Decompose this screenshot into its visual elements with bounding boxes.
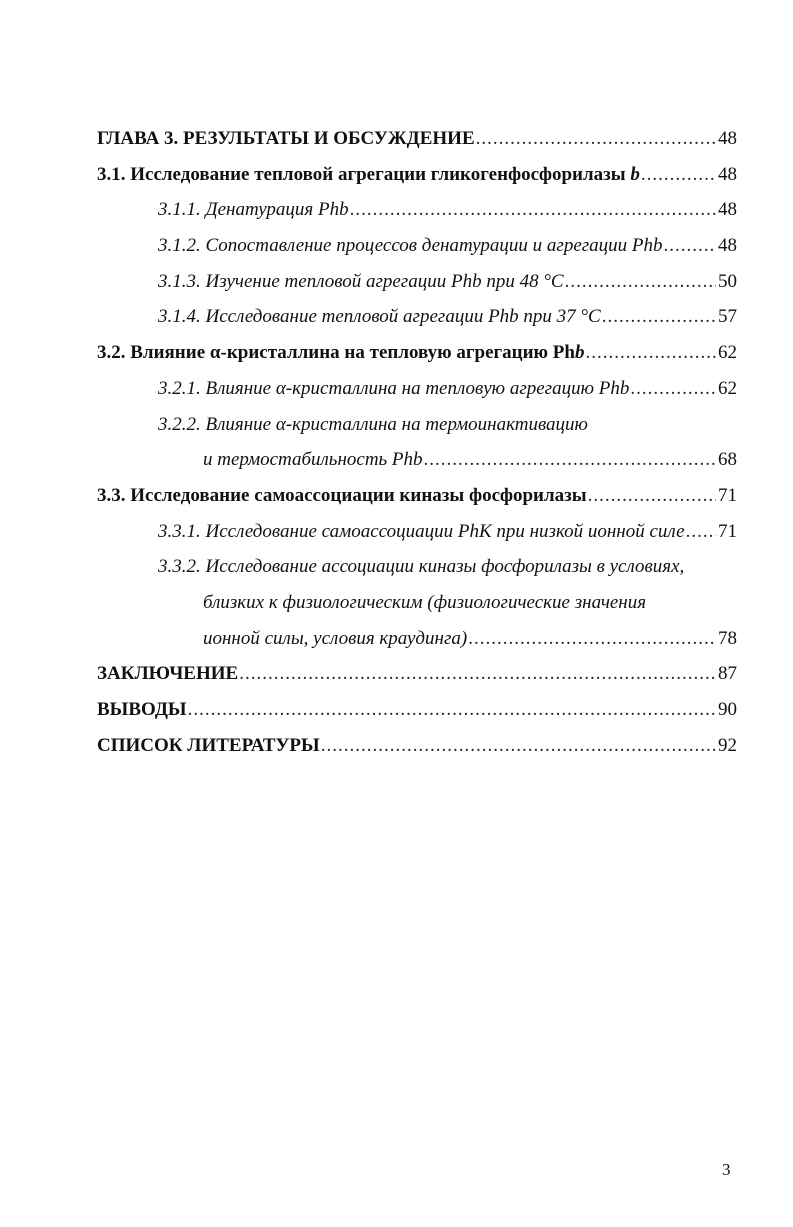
toc-entry-label: 3.1.3. Изучение тепловой агрегации Phb при 48 °C [158,270,564,292]
leader-dots [424,442,716,478]
toc-entry-label: ВЫВОДЫ [97,699,187,720]
toc-page-number: 68 [718,449,737,471]
toc-page-number: 78 [718,627,737,649]
toc-entry-3-1-3[interactable] [97,264,737,300]
leader-dots [565,264,716,300]
leader-dots [239,656,716,692]
leader-dots [641,157,716,193]
toc-entry-label: 3.1.2. Сопоставление процессов денатурации и агрегации Phb [158,235,663,257]
toc-entry-3-2[interactable] [97,335,737,371]
toc-entry-chapter-3[interactable] [97,121,737,157]
toc-entry-conclusion[interactable] [97,656,737,692]
toc-page-number: 71 [718,484,737,506]
toc-page-number: 92 [718,734,737,756]
toc-entry-label: 3.3.2. Исследование ассоциации киназы фосфорилазы в условиях, [158,556,685,578]
toc-entry-label: 3.1. Исследование тепловой агрегации гликогенфосфорилазы b [97,163,640,185]
toc-entry-label: близких к физиологическим (физиологические значения [203,591,647,613]
toc-entry-3-3-2-line3[interactable] [97,621,737,657]
toc-entry-3-2-2-line1[interactable] [97,407,737,443]
toc-page-number: 48 [718,128,737,149]
toc-page-number: 50 [718,270,737,292]
toc-entry-3-1[interactable] [97,157,737,193]
toc-entry-3-3[interactable] [97,478,737,514]
toc-entry-3-1-4[interactable] [97,299,737,335]
toc-entry-findings[interactable] [97,692,737,728]
leader-dots [588,478,716,514]
toc-entry-label: 3.1.4. Исследование тепловой агрегации Phb при 37 °C [158,306,601,328]
toc-page-number: 90 [718,699,737,720]
toc-entry-3-3-2-line2[interactable] [97,585,737,621]
toc-page-number: 71 [718,520,737,542]
toc-entry-3-3-1[interactable] [97,514,737,550]
leader-dots [476,121,716,157]
page-number: 3 [722,1160,731,1179]
toc-page-number: 62 [718,377,737,399]
toc-entry-label: 3.2.2. Влияние α-кристаллина на термоинактивацию [158,413,588,435]
leader-dots [630,371,716,407]
toc-page-number: 48 [718,235,737,257]
toc-page-number: 57 [718,306,737,328]
leader-dots [602,299,716,335]
toc-entry-3-1-2[interactable] [97,228,737,264]
leader-dots [350,192,716,228]
leader-dots [188,692,716,728]
toc-entry-label: 3.3. Исследование самоассоциации киназы фосфорилазы [97,484,587,506]
leader-dots [686,514,716,550]
table-of-contents [97,121,737,763]
toc-entry-3-2-2-line2[interactable] [97,442,737,478]
toc-entry-label: 3.2. Влияние α-кристаллина на тепловую агрегацию Phb [97,342,585,364]
toc-entry-3-1-1[interactable] [97,192,737,228]
toc-entry-references[interactable] [97,728,737,764]
toc-entry-label: 3.1.1. Денатурация Phb [158,199,349,221]
toc-entry-label: 3.3.1. Исследование самоассоциации PhK при низкой ионной силе [158,520,685,542]
toc-page-number: 48 [718,163,737,185]
toc-entry-label: СПИСОК ЛИТЕРАТУРЫ [97,734,320,756]
leader-dots [664,228,716,264]
leader-dots [468,621,716,657]
leader-dots [585,335,716,371]
toc-page-number: 48 [718,199,737,221]
toc-entry-label: ГЛАВА 3. РЕЗУЛЬТАТЫ И ОБСУЖДЕНИЕ [97,128,475,149]
toc-entry-3-2-1[interactable] [97,371,737,407]
toc-page-number: 62 [718,342,737,364]
toc-entry-label: и термостабильность Phb [203,449,423,471]
toc-entry-label: ионной силы, условия краудинга) [203,627,468,649]
leader-dots [321,728,716,764]
toc-entry-3-3-2-line1[interactable] [97,549,737,585]
toc-entry-label: ЗАКЛЮЧЕНИЕ [97,663,239,685]
toc-page-number: 87 [718,663,737,685]
toc-entry-label: 3.2.1. Влияние α-кристаллина на тепловую агрегацию Phb [158,377,630,399]
